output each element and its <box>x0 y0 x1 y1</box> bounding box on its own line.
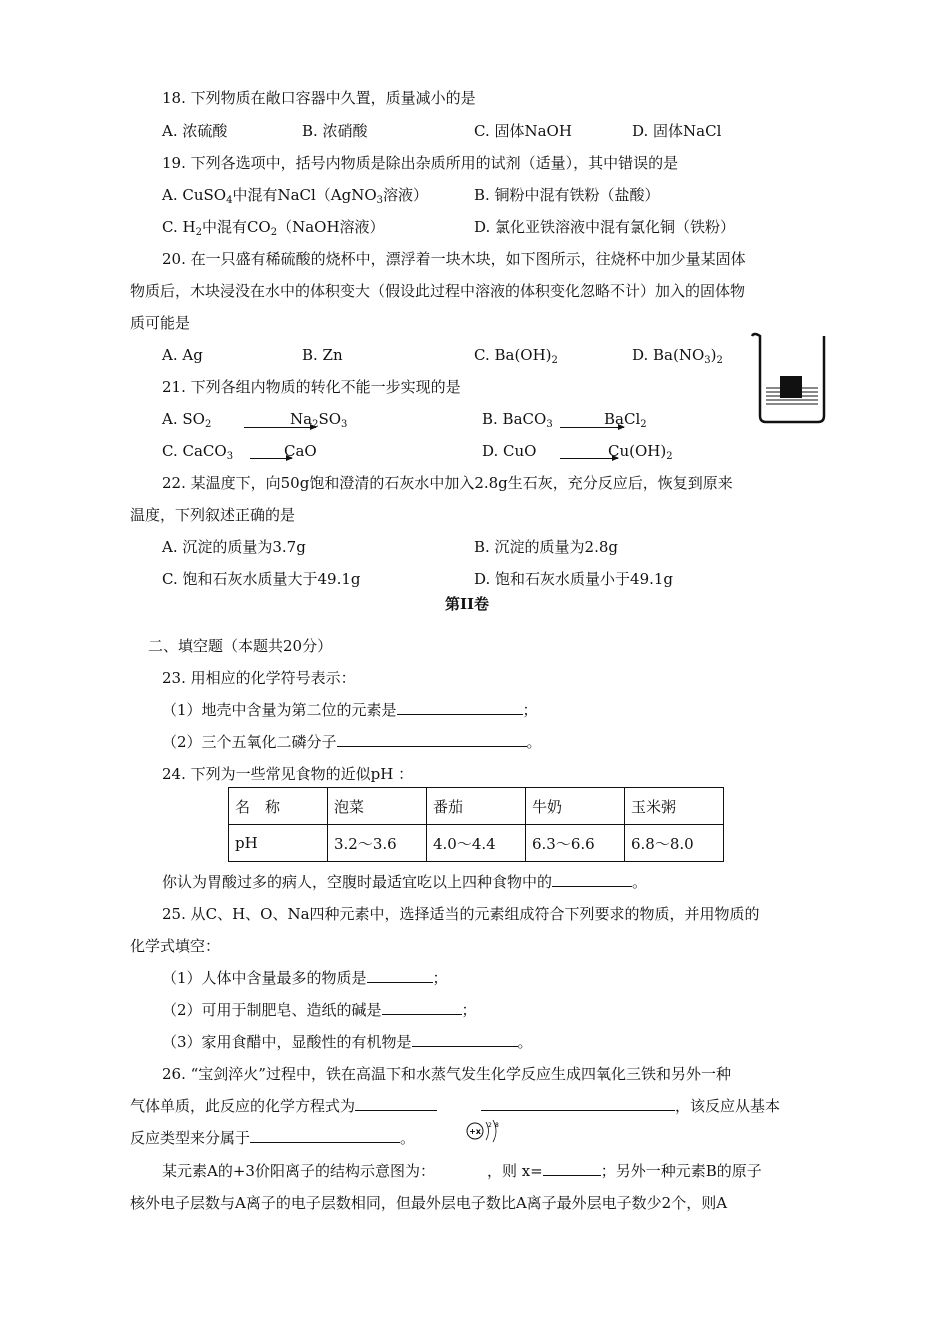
q19-option-d: D. 氯化亚铁溶液中混有氯化铜（铁粉） <box>474 218 736 236</box>
q19-option-c: C. $H_2$中混有$CO_2(NaOH$溶液） <box>162 218 385 238</box>
q21-stem: 21. 下列各组内物质的转化不能一步实现的是 <box>162 378 461 396</box>
table-cell: 6.8～8.0 <box>625 825 724 862</box>
q25-stem-line2: 化学式填空： <box>130 937 221 955</box>
table-cell: 番茄 <box>427 788 526 825</box>
q24-answer-line: 你认为胃酸过多的病人，空腹时最适宜吃以上四种食物中的 。 <box>162 873 648 891</box>
answer-blank[interactable] <box>337 732 527 747</box>
q21-option-a-to: $Na_2SO_3$ <box>290 410 348 430</box>
q25-sub2: （2）可用于制肥皂、造纸的碱是 ； <box>162 1001 477 1019</box>
q20-stem-line2: 物质后，木块浸没在水中的体积变大（假设此过程中溶液的体积变化忽略不计）加入的固体物 <box>130 282 746 300</box>
table-cell: 3.2～3.6 <box>328 825 427 862</box>
section-title: 第II卷 <box>445 595 490 613</box>
q19-option-a: A. CuSO$_4$中混有NaCl（AgNO$_3$溶液） <box>162 186 429 206</box>
q22-option-b: B. 沉淀的质量为2.8g <box>474 538 619 556</box>
table-cell: 4.0～4.4 <box>427 825 526 862</box>
table-cell: pH <box>229 825 328 862</box>
q22-option-d: D. 饱和石灰水质量小于49.1g <box>474 570 674 588</box>
table-cell: 名 称 <box>229 788 328 825</box>
q22-option-a: A. 沉淀的质量为3.7g <box>162 538 306 556</box>
q20-option-b: B. Zn <box>302 346 343 364</box>
table-row <box>229 825 724 862</box>
answer-blank[interactable] <box>382 1000 462 1015</box>
table-cell: 泡菜 <box>328 788 427 825</box>
q23-sub1: （1）地壳中含量为第二位的元素是 ； <box>162 701 538 719</box>
table-header-row <box>229 788 724 825</box>
answer-blank[interactable] <box>412 1032 518 1047</box>
q26-stem-line2: 气体单质，此反应的化学方程式为 ，该反应从基本 <box>130 1097 781 1115</box>
table-cell: 6.3～6.6 <box>526 825 625 862</box>
answer-blank[interactable] <box>355 1096 437 1111</box>
q23-sub2: （2）三个五氧化二磷分子 。 <box>162 733 542 751</box>
q23-stem: 23. 用相应的化学符号表示： <box>162 669 356 687</box>
q21-option-b-to: BaCl$_2$ <box>604 410 647 430</box>
answer-blank[interactable] <box>250 1128 400 1143</box>
q20-stem-line3: 质可能是 <box>130 314 191 332</box>
q21-option-b-from: B. BaCO$_3$ <box>482 410 553 430</box>
answer-blank[interactable] <box>367 968 433 983</box>
answer-blank[interactable] <box>397 700 523 715</box>
answer-blank[interactable] <box>543 1161 601 1176</box>
q19-option-b: B. 铜粉中混有铁粉（盐酸） <box>474 186 660 204</box>
q22-option-c: C. 饱和石灰水质量大于49.1g <box>162 570 361 588</box>
answer-blank[interactable] <box>552 872 632 887</box>
q18-option-b: B. 浓硝酸 <box>302 122 368 140</box>
q18-option-c: C. 固体NaOH <box>474 122 572 140</box>
ion-structure-diagram <box>464 1118 506 1144</box>
part2-heading: 二、填空题（本题共20分） <box>148 637 333 655</box>
q21-option-a-from: A. $SO_2$ <box>162 410 212 430</box>
q21-option-c-from: C. CaCO$_3$ <box>162 442 234 462</box>
q21-option-d-from: D. CuO <box>482 442 537 460</box>
q22-stem-line2: 温度，下列叙述正确的是 <box>130 506 296 524</box>
q26-stem-line3: 反应类型来分属于 。 <box>130 1129 416 1147</box>
q26-stem-line1: 26. “宝剑淬火”过程中，铁在高温下和水蒸气发生化学反应生成四氧化三铁和另外一种 <box>162 1065 731 1083</box>
answer-blank[interactable] <box>481 1096 675 1111</box>
q18-option-d: D. 固体NaCl <box>632 122 722 140</box>
table-cell: 玉米粥 <box>625 788 724 825</box>
shell2-electrons: 8 <box>495 1122 499 1129</box>
q22-stem-line1: 22. 某温度下，向50g饱和澄清的石灰水中加入2.8g生石灰，充分反应后，恢复到原来 <box>162 474 733 492</box>
q20-stem-line1: 20. 在一只盛有稀硫酸的烧杯中，漂浮着一块木块，如下图所示，往烧杯中加少量某固体 <box>162 250 746 268</box>
q20-option-a: A. Ag <box>162 346 203 364</box>
q24-stem: 24. 下列为一些常见食物的近似pH ： <box>162 765 414 783</box>
q25-sub3: （3）家用食醋中，显酸性的有机物是 。 <box>162 1033 533 1051</box>
q18-stem: 18. 下列物质在敞口容器中久置，质量减小的是 <box>162 89 476 107</box>
q26-stem-line4: 某元素A的+3价阳离子的结构示意图为： ，则 x= ；另外一种元素B的原子 <box>162 1162 762 1180</box>
nucleus-label: +x <box>469 1127 481 1136</box>
q18-option-a: A. 浓硫酸 <box>162 122 228 140</box>
q21-option-d-to: $Cu(OH)_2$ <box>608 442 673 462</box>
shell1-electrons: 2 <box>488 1122 492 1129</box>
q26-stem-line5: 核外电子层数与A离子的电子层数相同，但最外层电子数比A离子最外层电子数少2个，则A <box>130 1194 728 1212</box>
ph-table <box>228 787 724 862</box>
q21-option-c-to: CaO <box>284 442 317 460</box>
q25-sub1: （1）人体中含量最多的物质是 ； <box>162 969 448 987</box>
table-cell: 牛奶 <box>526 788 625 825</box>
q20-option-d: D. $Ba(NO_3)_2$ <box>632 346 723 366</box>
q19-stem: 19. 下列各选项中，括号内物质是除出杂质所用的试剂（适量），其中错误的是 <box>162 154 679 172</box>
q25-stem-line1: 25. 从C、H、O、Na四种元素中，选择适当的元素组成符合下列要求的物质，并用物质的 <box>162 905 760 923</box>
beaker-with-wood-block-figure <box>748 330 832 426</box>
q20-option-c: C. $Ba(OH)_2$ <box>474 346 558 366</box>
